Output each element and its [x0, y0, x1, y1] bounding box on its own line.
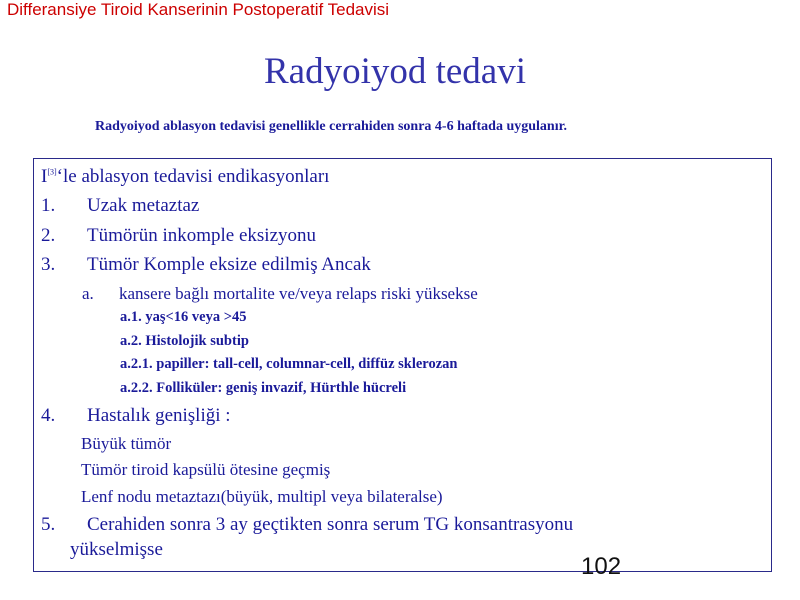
criteria-item: a.2.2. Folliküler: geniş invazif, Hürthle hücreli [120, 380, 407, 396]
list-item-continuation: yükselmişse [70, 539, 163, 560]
sub-list-item-letter: a. [82, 284, 94, 303]
list-item-number: 4. [41, 405, 56, 426]
criteria-item: a.2. Histolojik subtip [120, 333, 249, 349]
list-item [41, 195, 199, 217]
slide-title: Radyoiyod tedavi [263, 51, 527, 92]
list-item-number: 3. [41, 254, 56, 275]
list-item [41, 514, 573, 536]
sub-list-item [82, 284, 478, 304]
intro-text: ‘le ablasyon tedavisi endikasyonları [56, 166, 330, 187]
presentation-header-title: Differansiye Tiroid Kanserinin Postoperatif Tedavisi [7, 0, 390, 19]
indications-intro [41, 166, 329, 188]
list-item-number: 1. [41, 195, 56, 216]
slide-subtitle: Radyoiyod ablasyon tedavisi genellikle cerrahiden sonra 4-6 haftada uygulanır. [95, 119, 568, 134]
page-number: 102 [581, 553, 622, 580]
list-item-text: Tümör Komple eksize edilmiş Ancak [87, 254, 371, 275]
list-item [41, 254, 371, 276]
extent-detail: Tümör tiroid kapsülü ötesine geçmiş [81, 460, 331, 479]
list-item-number: 5. [41, 514, 56, 535]
extent-detail: Büyük tümör [81, 434, 172, 453]
list-item [41, 225, 316, 247]
list-item-text: Tümörün inkomple eksizyonu [87, 225, 317, 246]
extent-detail: Lenf nodu metaztazı(büyük, multipl veya bilateralse) [81, 487, 443, 506]
criteria-item: a.2.1. papiller: tall-cell, columnar-cell, diffüz sklerozan [120, 356, 458, 372]
intro-prefix: I [41, 166, 48, 187]
list-item-text: Uzak metaztaz [87, 195, 200, 216]
sub-list-item-text: kansere bağlı mortalite ve/veya relaps riski yüksekse [119, 284, 478, 303]
criteria-item: a.1. yaş<16 veya >45 [120, 309, 247, 325]
reference-marker: [3] [47, 167, 57, 177]
list-item [41, 405, 231, 427]
list-item-number: 2. [41, 225, 56, 246]
list-item-text: Hastalık genişliği : [87, 405, 231, 426]
list-item-text: Cerahiden sonra 3 ay geçtikten sonra serum TG konsantrasyonu [87, 514, 574, 535]
